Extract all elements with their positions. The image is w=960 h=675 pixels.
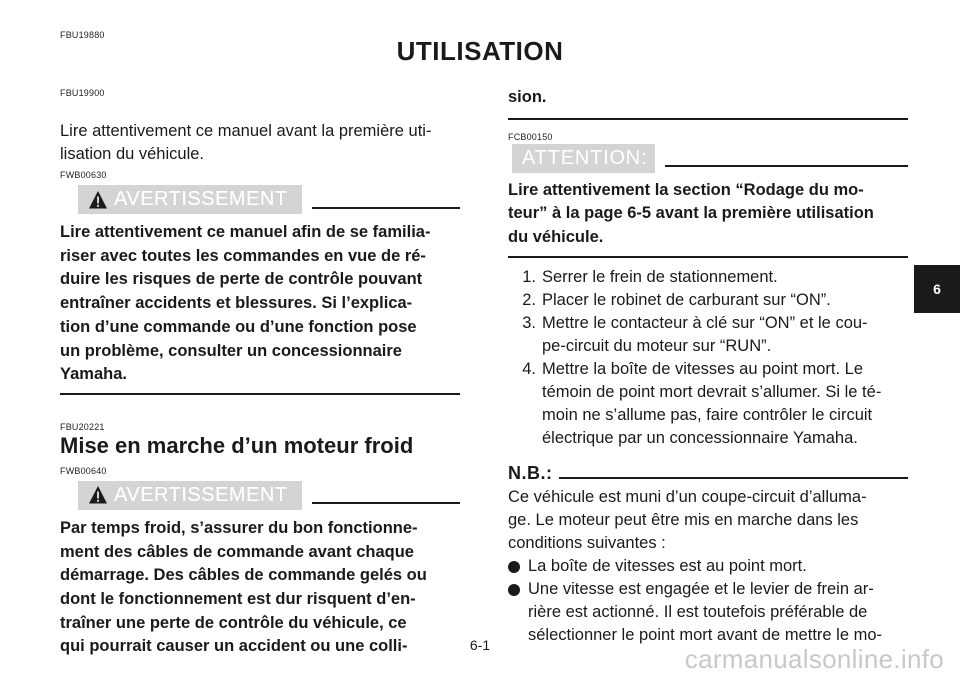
page-title: UTILISATION (396, 36, 564, 66)
text-line: moin ne s’allume pas, faire contrôler le circuit (542, 405, 873, 424)
text-line: lisation du véhicule. (60, 145, 205, 163)
text-line: duire les risques de perte de contrôle pouvant (60, 270, 423, 289)
attention-label-box (512, 144, 655, 173)
text-line: La boîte de vitesses est au point mort. (528, 556, 807, 575)
section-code: FBU20221 (60, 421, 105, 432)
warning-header (60, 185, 460, 214)
text-line: sélectionner le point mort avant de mettre le mo- (528, 625, 883, 644)
list-item (508, 358, 908, 450)
text-line: Une vitesse est engagée et le levier de frein ar- (528, 579, 874, 598)
watermark: carmanualsonline.info (684, 644, 944, 674)
bullet-icon (508, 561, 520, 573)
text-line: traîner une perte de contrôle du véhicule, ce (60, 613, 407, 632)
warning-code: FWB00630 (60, 170, 107, 180)
step-number: 3. (522, 313, 536, 332)
text-line: ge. Le moteur peut être mis en marche dans les (508, 510, 859, 529)
divider (665, 165, 908, 167)
divider (559, 477, 909, 479)
text-line: riser avec toutes les commandes en vue de ré- (60, 246, 426, 265)
attention-code: FCB00150 (508, 131, 553, 142)
section-code: FBU19880 (60, 30, 105, 40)
text-line: Serrer le frein de stationnement. (542, 267, 778, 286)
warning-code: FWB00640 (60, 465, 107, 476)
list-item (508, 312, 908, 358)
step-text (542, 358, 908, 450)
section-code: FBU19900 (60, 88, 105, 98)
text-line: Mettre le contacteur à clé sur “ON” et le cou- (542, 313, 868, 332)
list-item (508, 266, 908, 289)
step-text (542, 312, 908, 358)
divider (508, 256, 908, 258)
text-line: ment des câbles de commande avant chaque (60, 542, 414, 561)
intro-paragraph (60, 120, 460, 166)
text-line: Lire attentivement la section “Rodage du mo- (508, 180, 864, 199)
text-line: tion d’une commande ou d’une fonction pose (60, 317, 417, 336)
bullet-text (528, 555, 908, 578)
list-item (508, 289, 908, 312)
attention-label: ATTENTION: (522, 146, 648, 169)
note-bullets (508, 555, 908, 647)
divider (60, 393, 460, 395)
warning-label: AVERTISSEMENT (114, 188, 288, 210)
step-text (542, 266, 908, 289)
text-line: conditions suivantes : (508, 533, 666, 552)
warning-label: AVERTISSEMENT (114, 483, 288, 506)
left-column (60, 88, 460, 659)
attention-header (508, 144, 908, 173)
warning-text-continued: sion. (508, 88, 547, 106)
text-line: Par temps froid, s’assurer du bon fonctionne- (60, 518, 418, 537)
chapter-tab: 6 (914, 265, 960, 313)
warning-triangle-icon (88, 485, 108, 505)
divider (312, 207, 460, 209)
text-line: qui pourrait causer un accident ou une colli- (60, 637, 408, 656)
step-number: 4. (522, 359, 536, 378)
text-line: Lire attentivement ce manuel afin de se familia- (60, 223, 431, 241)
attention-text (508, 179, 908, 250)
text-line: Mettre la boîte de vitesses au point mort. Le (542, 359, 864, 378)
text-line: Placer le robinet de carburant sur “ON”. (542, 290, 831, 309)
text-line: Ce véhicule est muni d’un coupe-circuit d’alluma- (508, 487, 867, 506)
page-number: 6-1 (469, 637, 491, 653)
step-text (542, 289, 908, 312)
list-item (508, 555, 908, 578)
bullet-icon (508, 584, 520, 596)
right-column (508, 86, 908, 647)
note-text (508, 486, 908, 555)
divider (312, 502, 460, 504)
steps-list (508, 266, 908, 450)
text-line: du véhicule. (508, 228, 604, 247)
text-line: pe-circuit du moteur sur “RUN”. (542, 336, 772, 355)
divider (508, 118, 908, 120)
warning-label-box (78, 481, 302, 510)
text-line: témoin de point mort devrait s’allumer. Si le té- (542, 382, 882, 401)
text-line: teur” à la page 6-5 avant la première utilisation (508, 204, 874, 223)
text-line: Lire attentivement ce manuel avant la première uti- (60, 122, 432, 140)
text-line: Yamaha. (60, 365, 127, 384)
section-heading: Mise en marche d’un moteur froid (60, 432, 414, 458)
step-number: 2. (522, 290, 536, 309)
text-line: électrique par un concessionnaire Yamaha. (542, 428, 858, 447)
warning-header (60, 481, 460, 510)
step-number: 1. (522, 267, 536, 286)
warning-triangle-icon (88, 190, 108, 210)
text-line: dont le fonctionnement est dur risquent d’en- (60, 590, 416, 609)
warning-label-box (78, 185, 302, 214)
text-line: rière est actionné. Il est toutefois préférable de (528, 602, 868, 621)
note-header (508, 460, 908, 484)
text-line: entraîner accidents et blessures. Si l’explica- (60, 294, 413, 313)
text-line: démarrage. Des câbles de commande gelés ou (60, 566, 427, 585)
text-line: un problème, consulter un concessionnaire (60, 341, 402, 360)
note-label: N.B.: (508, 462, 553, 483)
warning-text (60, 221, 460, 387)
